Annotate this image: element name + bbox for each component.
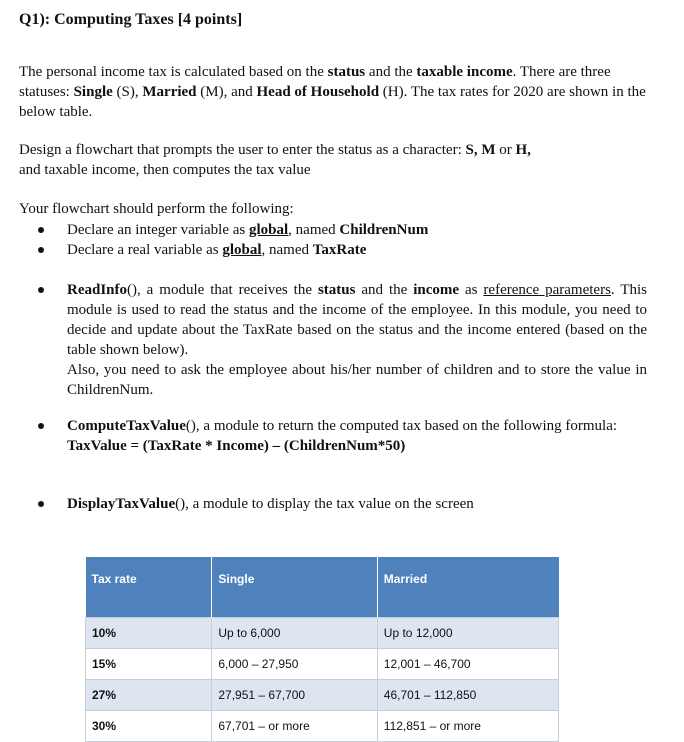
intro-paragraph: The personal income tax is calculated based on the status and the taxable income. There are three statuses: Single (S), Married (M), and Head of Household (H). The tax rates for 2020 are shown in the below table. xyxy=(19,64,646,120)
tax-formula: TaxValue = (TaxRate * Income) – (ChildrenNum*50) xyxy=(67,438,406,454)
question-heading: Q1): Computing Taxes [4 points] xyxy=(19,11,243,28)
header-married: Married xyxy=(377,557,558,618)
perform-label: Your flowchart should perform the following: xyxy=(19,201,294,217)
list-item: ComputeTaxValue(), a module to return the computed tax based on the following formula: TaxValue = (TaxRate * Income) – (ChildrenNum*50) xyxy=(19,416,647,456)
table-header-row xyxy=(86,557,559,618)
bullet-icon xyxy=(38,247,44,253)
list-item: Declare a real variable as global, named TaxRate xyxy=(19,240,428,260)
compute-item xyxy=(19,416,647,456)
declare-list xyxy=(19,220,428,260)
single-cell: 6,000 – 27,950 xyxy=(212,649,377,680)
header-single: Single xyxy=(212,557,377,618)
single-cell: 27,951 – 67,700 xyxy=(212,680,377,711)
bullet-icon xyxy=(38,287,44,293)
list-item: DisplayTaxValue(), a module to display the tax value on the screen xyxy=(19,494,474,514)
bullet-icon xyxy=(38,423,44,429)
display-item xyxy=(19,494,474,514)
table-row xyxy=(86,649,559,680)
design-paragraph: Design a flowchart that prompts the user to enter the status as a character: S, M or H, and taxable income, then computes the tax value xyxy=(19,142,531,178)
married-cell: 112,851 – or more xyxy=(377,711,558,742)
table-row xyxy=(86,680,559,711)
header-tax-rate: Tax rate xyxy=(86,557,212,618)
rate-cell: 10% xyxy=(86,618,212,649)
single-cell: Up to 6,000 xyxy=(212,618,377,649)
tax-rate-table xyxy=(85,557,559,742)
table-row xyxy=(86,711,559,742)
bullet-icon xyxy=(38,227,44,233)
bullet-icon xyxy=(38,501,44,507)
married-cell: Up to 12,000 xyxy=(377,618,558,649)
rate-cell: 30% xyxy=(86,711,212,742)
list-item: Declare an integer variable as global, named ChildrenNum xyxy=(19,220,428,240)
married-cell: 46,701 – 112,850 xyxy=(377,680,558,711)
single-cell: 67,701 – or more xyxy=(212,711,377,742)
table-row xyxy=(86,618,559,649)
rate-cell: 15% xyxy=(86,649,212,680)
married-cell: 12,001 – 46,700 xyxy=(377,649,558,680)
rate-cell: 27% xyxy=(86,680,212,711)
readinfo-item xyxy=(19,280,647,400)
list-item: ReadInfo(), a module that receives the status and the income as reference parameters. This module is used to read the status and the income of the employee. In this module, you need to decide and update about the TaxRate based on the status and the income entered (based on the table shown below). Also, you need to ask the employee about his/her number of children and to store the value in ChildrenNum. xyxy=(19,280,647,400)
